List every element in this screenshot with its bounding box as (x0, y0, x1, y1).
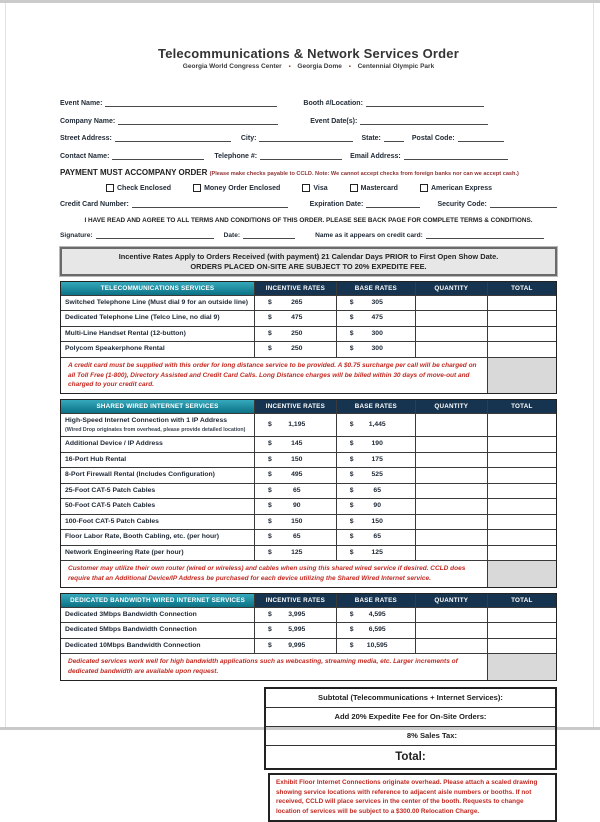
quantity-cell[interactable] (415, 342, 487, 356)
option-check-enclosed[interactable] (106, 184, 171, 192)
rate-value: 145 (291, 440, 303, 448)
incentive-rate (254, 327, 336, 341)
incentive-column-header: INCENTIVE RATES (254, 594, 336, 607)
rate-value: 150 (371, 517, 383, 525)
base-column-header: BASE RATES (336, 400, 415, 413)
currency-symbol: $ (349, 420, 354, 428)
quantity-cell[interactable] (415, 608, 487, 622)
page-edge-top (0, 0, 600, 3)
terms-statement: I HAVE READ AND AGREE TO ALL TERMS AND CONDITIONS OF THIS ORDER. PLEASE SEE BACK PAGE FOR COMPLETE TERMS & CONDITIONS. (84, 216, 533, 224)
field-row-1 (60, 98, 557, 107)
table-row (61, 498, 556, 513)
rate-value: 250 (291, 329, 303, 337)
quantity-cell[interactable] (415, 468, 487, 482)
long-distance-note: A credit card must be supplied with this order for long distance service to be provided. A $0.75 surcharge per call will be charged on all Toll Free (1-800), Directory Assisted and Credit Card Calls. Long Distance charges will be billed within 30 days of move-out and charged to your credit card. (68, 361, 477, 389)
quantity-cell[interactable] (415, 484, 487, 498)
table-header-row (61, 282, 556, 295)
service-label: Polycom Speakerphone Rental (65, 345, 165, 353)
currency-symbol: $ (349, 626, 354, 634)
contact-blank[interactable] (112, 151, 204, 160)
base-rate (336, 468, 415, 482)
table-row (61, 452, 556, 467)
rate-value: 65 (292, 533, 301, 541)
quantity-cell[interactable] (415, 437, 487, 451)
currency-symbol: $ (349, 502, 354, 510)
booth-blank[interactable] (366, 98, 484, 107)
quantity-cell[interactable] (415, 530, 487, 544)
incentive-rate (254, 530, 336, 544)
currency-symbol: $ (349, 486, 354, 494)
currency-symbol: $ (349, 314, 354, 322)
expedite-label: Add 20% Expedite Fee for On-Site Orders: (334, 712, 487, 722)
service-label (61, 414, 254, 436)
currency-symbol: $ (349, 345, 354, 353)
rate-value: 65 (373, 486, 381, 494)
total-cell[interactable] (487, 437, 556, 451)
cc-name-label: Name as it appears on credit card: (315, 231, 423, 239)
quantity-cell[interactable] (415, 515, 487, 529)
total-cell[interactable] (487, 414, 556, 436)
table-row (61, 341, 556, 356)
street-blank[interactable] (115, 133, 231, 142)
service-label: Dedicated 10Mbps Bandwidth Connection (65, 641, 201, 649)
currency-symbol: $ (268, 626, 272, 634)
signature-row (60, 230, 557, 239)
table-row (61, 514, 556, 529)
event-name-label: Event Name: (60, 100, 103, 107)
base-column-header: BASE RATES (336, 594, 415, 607)
services-column-header: SHARED WIRED INTERNET SERVICES (61, 400, 254, 413)
venue-dome: Georgia Dome (297, 63, 342, 70)
rate-value: 525 (371, 471, 383, 479)
table-row (61, 607, 556, 622)
total-cell[interactable] (487, 296, 556, 310)
incentive-banner (60, 247, 557, 276)
rate-value: 90 (292, 502, 301, 510)
currency-symbol: $ (268, 455, 272, 463)
total-cell[interactable] (487, 311, 556, 325)
option-label: Mastercard (360, 184, 398, 192)
rate-value: 1,195 (288, 420, 306, 428)
currency-symbol: $ (268, 329, 272, 337)
payment-heading-note: (Please make checks payable to CCLD. Note: We cannot accept checks from foreign banks nor can we accept cash.) (209, 171, 519, 177)
rate-value: 5,995 (288, 626, 306, 634)
incentive-rate (254, 546, 336, 560)
cc-name-blank[interactable] (426, 230, 544, 239)
table-note-row (61, 357, 556, 393)
rate-value: 125 (371, 548, 383, 556)
incentive-rate (254, 342, 336, 356)
currency-symbol: $ (268, 345, 272, 353)
service-label: Dedicated 5Mbps Bandwidth Connection (65, 626, 197, 634)
quantity-cell[interactable] (415, 296, 487, 310)
total-cell[interactable] (487, 608, 556, 622)
contact-label: Contact Name: (60, 152, 110, 160)
option-label: American Express (430, 184, 493, 192)
option-label: Visa (313, 184, 328, 192)
cc-number-label: Credit Card Number: (60, 201, 129, 208)
page-edge-right (593, 3, 594, 727)
service-label: Dedicated 3Mbps Bandwidth Connection (65, 610, 197, 618)
postal-blank[interactable] (458, 133, 504, 142)
table-row (61, 326, 556, 341)
currency-symbol: $ (349, 533, 354, 541)
rate-value: 250 (291, 345, 303, 353)
incentive-rate (254, 639, 336, 653)
base-rate (336, 546, 415, 560)
total-cell[interactable] (487, 623, 556, 637)
rate-value: 190 (371, 440, 383, 448)
service-label: Dedicated Telephone Line (Telco Line, no dial 9) (65, 314, 220, 322)
currency-symbol: $ (268, 517, 272, 525)
grand-total-label: Total: (395, 750, 426, 763)
telephone-label: Telephone #: (214, 152, 258, 160)
quantity-cell[interactable] (415, 623, 487, 637)
total-column-header: TOTAL (487, 400, 556, 413)
table-row (61, 467, 556, 482)
base-rate (336, 453, 415, 467)
credit-card-row (60, 199, 557, 208)
quantity-cell[interactable] (415, 311, 487, 325)
base-rate (336, 342, 415, 356)
base-rate (336, 437, 415, 451)
total-cell[interactable] (487, 515, 556, 529)
service-label-sub: (Wired Drop originates from overhead, please provide detailed location) (65, 426, 246, 433)
rate-value: 265 (291, 299, 303, 306)
rate-value: 150 (291, 455, 303, 463)
rate-value: 475 (371, 314, 383, 322)
service-label: 8-Port Firewall Rental (Includes Configuration) (65, 471, 215, 479)
currency-symbol: $ (349, 329, 354, 337)
total-cell[interactable] (487, 327, 556, 341)
rate-value: 305 (371, 299, 383, 306)
order-summary-box (264, 687, 557, 770)
currency-symbol: $ (268, 548, 272, 556)
rate-value: 6,595 (368, 626, 386, 634)
base-column-header: BASE RATES (336, 282, 415, 295)
base-rate (336, 639, 415, 653)
total-column-header: TOTAL (487, 594, 556, 607)
incentive-banner-line1: Incentive Rates Apply to Orders Received (with payment) 21 Calendar Days PRIOR to First Open Show Date. (118, 252, 499, 261)
service-label: 25-Foot CAT-5 Patch Cables (65, 486, 156, 494)
incentive-rate (254, 484, 336, 498)
rate-value: 10,595 (366, 641, 388, 649)
note-total-cell (487, 654, 556, 680)
total-cell[interactable] (487, 499, 556, 513)
total-cell[interactable] (487, 639, 556, 653)
signature-label: Signature: (60, 231, 93, 239)
page-edge-left (5, 3, 6, 727)
quantity-column-header: QUANTITY (415, 282, 487, 295)
city-label: City: (240, 135, 257, 142)
venue-gwcc: Georgia World Congress Center (182, 63, 282, 70)
email-blank[interactable] (404, 151, 508, 160)
security-code-blank[interactable] (490, 199, 557, 208)
checkbox-icon[interactable] (420, 184, 428, 192)
shared-service-note: Customer may utilize their own router (wired or wireless) and cables when using this shared wired service if desired. CCLD does require that an Additional Device/IP Address be purchased for each device utilizing the Shared Wired Internet service. (68, 565, 466, 582)
rate-value: 9,995 (288, 641, 306, 649)
event-dates-label: Event Date(s): (310, 117, 358, 125)
company-blank[interactable] (118, 116, 278, 125)
rate-value: 175 (371, 455, 383, 463)
currency-symbol: $ (268, 440, 272, 448)
venue-park: Centennial Olympic Park (357, 63, 435, 70)
contact-fields (60, 98, 557, 160)
rate-value: 1,445 (368, 420, 386, 428)
payment-options (106, 184, 557, 192)
service-label: 100-Foot CAT-5 Patch Cables (65, 517, 159, 525)
base-rate (336, 327, 415, 341)
rate-value: 125 (291, 548, 303, 556)
total-cell[interactable] (487, 530, 556, 544)
checkbox-icon[interactable] (302, 184, 310, 192)
expiration-blank[interactable] (366, 199, 419, 208)
option-money-order[interactable] (193, 184, 280, 192)
quantity-cell[interactable] (415, 546, 487, 560)
option-visa[interactable] (302, 184, 327, 192)
services-column-header: TELECOMMUNICATIONS SERVICES (61, 282, 254, 295)
street-label: Street Address: (60, 135, 112, 142)
incentive-column-header: INCENTIVE RATES (254, 400, 336, 413)
table-row (61, 545, 556, 560)
rate-value: 65 (292, 486, 301, 494)
total-cell[interactable] (487, 546, 556, 560)
city-blank[interactable] (259, 133, 353, 142)
incentive-banner-line2: ORDERS PLACED ON-SITE ARE SUBJECT TO 20% EXPEDITE FEE. (190, 262, 427, 271)
service-label: Switched Telephone Line (Must dial 9 for an outside line) (65, 299, 249, 306)
base-rate (336, 296, 415, 310)
signature-blank[interactable] (96, 230, 214, 239)
currency-symbol: $ (268, 502, 272, 510)
email-label: Email Address: (350, 152, 401, 160)
sales-tax-row (266, 726, 555, 745)
option-label: Money Order Enclosed (204, 184, 281, 192)
field-row-3 (60, 133, 557, 142)
event-name-blank[interactable] (105, 98, 277, 107)
venue-separator-icon: ▪ (348, 64, 351, 70)
table-header-row (61, 400, 556, 413)
incentive-rate (254, 608, 336, 622)
payment-heading-text: PAYMENT MUST ACCOMPANY ORDER (60, 168, 208, 177)
base-rate (336, 499, 415, 513)
date-label: Date: (223, 231, 241, 239)
currency-symbol: $ (268, 610, 272, 618)
service-label: Floor Labor Rate, Booth Cabling, etc. (per hour) (65, 533, 220, 541)
quantity-column-header: QUANTITY (415, 400, 487, 413)
field-row-2 (60, 116, 557, 125)
rate-value: 3,995 (288, 610, 306, 618)
sales-tax-label: 8% Sales Tax: (406, 731, 457, 741)
incentive-rate (254, 499, 336, 513)
state-blank[interactable] (384, 133, 404, 142)
total-cell[interactable] (487, 468, 556, 482)
rate-value: 4,595 (368, 610, 386, 618)
currency-symbol: $ (349, 455, 354, 463)
incentive-rate (254, 453, 336, 467)
dedicated-service-note: Dedicated services work well for high bandwidth applications such as webcasting, streaming media, etc. Larger increments of dedicated bandwidth are available upon request. (68, 658, 458, 675)
field-row-4 (60, 151, 557, 160)
total-cell[interactable] (487, 342, 556, 356)
table-row (61, 413, 556, 436)
base-rate (336, 530, 415, 544)
venue-separator-icon: ▪ (288, 64, 291, 70)
base-rate (336, 515, 415, 529)
table-row (61, 638, 556, 653)
service-label: 16-Port Hub Rental (65, 455, 127, 463)
payment-heading (60, 168, 557, 177)
services-column-header: DEDICATED BANDWIDTH WIRED INTERNET SERVICES (61, 594, 254, 607)
currency-symbol: $ (349, 440, 354, 448)
currency-symbol: $ (349, 517, 354, 525)
service-label-main: High-Speed Internet Connection with 1 IP Address (65, 417, 228, 425)
quantity-cell[interactable] (415, 414, 487, 436)
currency-symbol: $ (268, 641, 272, 649)
venue-list (60, 63, 557, 70)
cc-number-blank[interactable] (132, 199, 288, 208)
rate-value: 300 (371, 345, 383, 353)
rate-value: 495 (291, 471, 303, 479)
note-total-cell (487, 358, 556, 393)
security-code-label: Security Code: (437, 201, 487, 208)
table-row (61, 295, 556, 310)
rate-value: 150 (291, 517, 303, 525)
note-total-cell (487, 561, 556, 587)
state-label: State: (361, 135, 381, 142)
currency-symbol: $ (268, 420, 272, 428)
incentive-rate (254, 414, 336, 436)
event-dates-blank[interactable] (360, 116, 488, 125)
rate-value: 65 (373, 533, 381, 541)
table-row (61, 483, 556, 498)
postal-label: Postal Code: (411, 135, 455, 142)
incentive-rate (254, 515, 336, 529)
quantity-column-header: QUANTITY (415, 594, 487, 607)
checkbox-icon[interactable] (106, 184, 114, 192)
expiration-label: Expiration Date: (309, 201, 364, 208)
incentive-rate (254, 296, 336, 310)
expedite-row (266, 707, 555, 726)
total-cell[interactable] (487, 484, 556, 498)
base-rate (336, 484, 415, 498)
telephone-blank[interactable] (260, 151, 342, 160)
currency-symbol: $ (268, 533, 272, 541)
total-column-header: TOTAL (487, 282, 556, 295)
currency-symbol: $ (349, 610, 354, 618)
quantity-cell[interactable] (415, 639, 487, 653)
page-title: Telecommunications & Network Services Order (158, 46, 459, 61)
currency-symbol: $ (349, 548, 354, 556)
currency-symbol: $ (268, 299, 272, 306)
booth-label: Booth #/Location: (303, 100, 363, 107)
table-row (61, 529, 556, 544)
base-rate (336, 608, 415, 622)
grand-total-row (266, 745, 555, 768)
service-label: Multi-Line Handset Rental (12-button) (65, 329, 186, 337)
option-label: Check Enclosed (117, 184, 172, 192)
rate-value: 300 (371, 329, 383, 337)
incentive-rate (254, 468, 336, 482)
currency-symbol: $ (268, 314, 272, 322)
currency-symbol: $ (268, 486, 272, 494)
subtotal-row (266, 689, 555, 707)
base-rate (336, 311, 415, 325)
quantity-cell[interactable] (415, 453, 487, 467)
option-amex[interactable] (420, 184, 492, 192)
currency-symbol: $ (268, 471, 272, 479)
base-rate (336, 623, 415, 637)
currency-symbol: $ (349, 641, 354, 649)
incentive-rate (254, 623, 336, 637)
shared-internet-table (60, 399, 557, 587)
incentive-column-header: INCENTIVE RATES (254, 282, 336, 295)
subtotal-label: Subtotal (Telecommunications + Internet Services): (318, 693, 503, 703)
checkbox-icon[interactable] (193, 184, 201, 192)
rate-value: 475 (291, 314, 303, 322)
table-row (61, 622, 556, 637)
currency-symbol: $ (349, 299, 354, 306)
table-row (61, 436, 556, 451)
table-note-row (61, 560, 556, 587)
service-label: Network Engineering Rate (per hour) (65, 548, 184, 556)
table-row (61, 310, 556, 325)
table-header-row (61, 594, 556, 607)
rate-value: 90 (373, 502, 381, 510)
incentive-rate (254, 437, 336, 451)
date-blank[interactable] (243, 230, 295, 239)
telecom-services-table (60, 281, 557, 394)
incentive-rate (254, 311, 336, 325)
base-rate (336, 414, 415, 436)
form-content (60, 46, 557, 822)
quantity-cell[interactable] (415, 499, 487, 513)
service-label: Additional Device / IP Address (65, 440, 163, 448)
checkbox-icon[interactable] (350, 184, 358, 192)
dedicated-internet-table (60, 593, 557, 681)
relocation-note: Exhibit Floor Internet Connections originate overhead. Please attach a scaled drawing showing service locations with reference to adjacent aisle numbers or booths. If not received, CCLD will place services in the center of the booth. Requests to change location of services will be subject to a $300.00 Relocation Charge. (268, 773, 557, 822)
quantity-cell[interactable] (415, 327, 487, 341)
table-note-row (61, 653, 556, 680)
option-mastercard[interactable] (350, 184, 398, 192)
company-label: Company Name: (60, 117, 116, 125)
service-label: 50-Foot CAT-5 Patch Cables (65, 502, 156, 510)
total-cell[interactable] (487, 453, 556, 467)
currency-symbol: $ (349, 471, 354, 479)
